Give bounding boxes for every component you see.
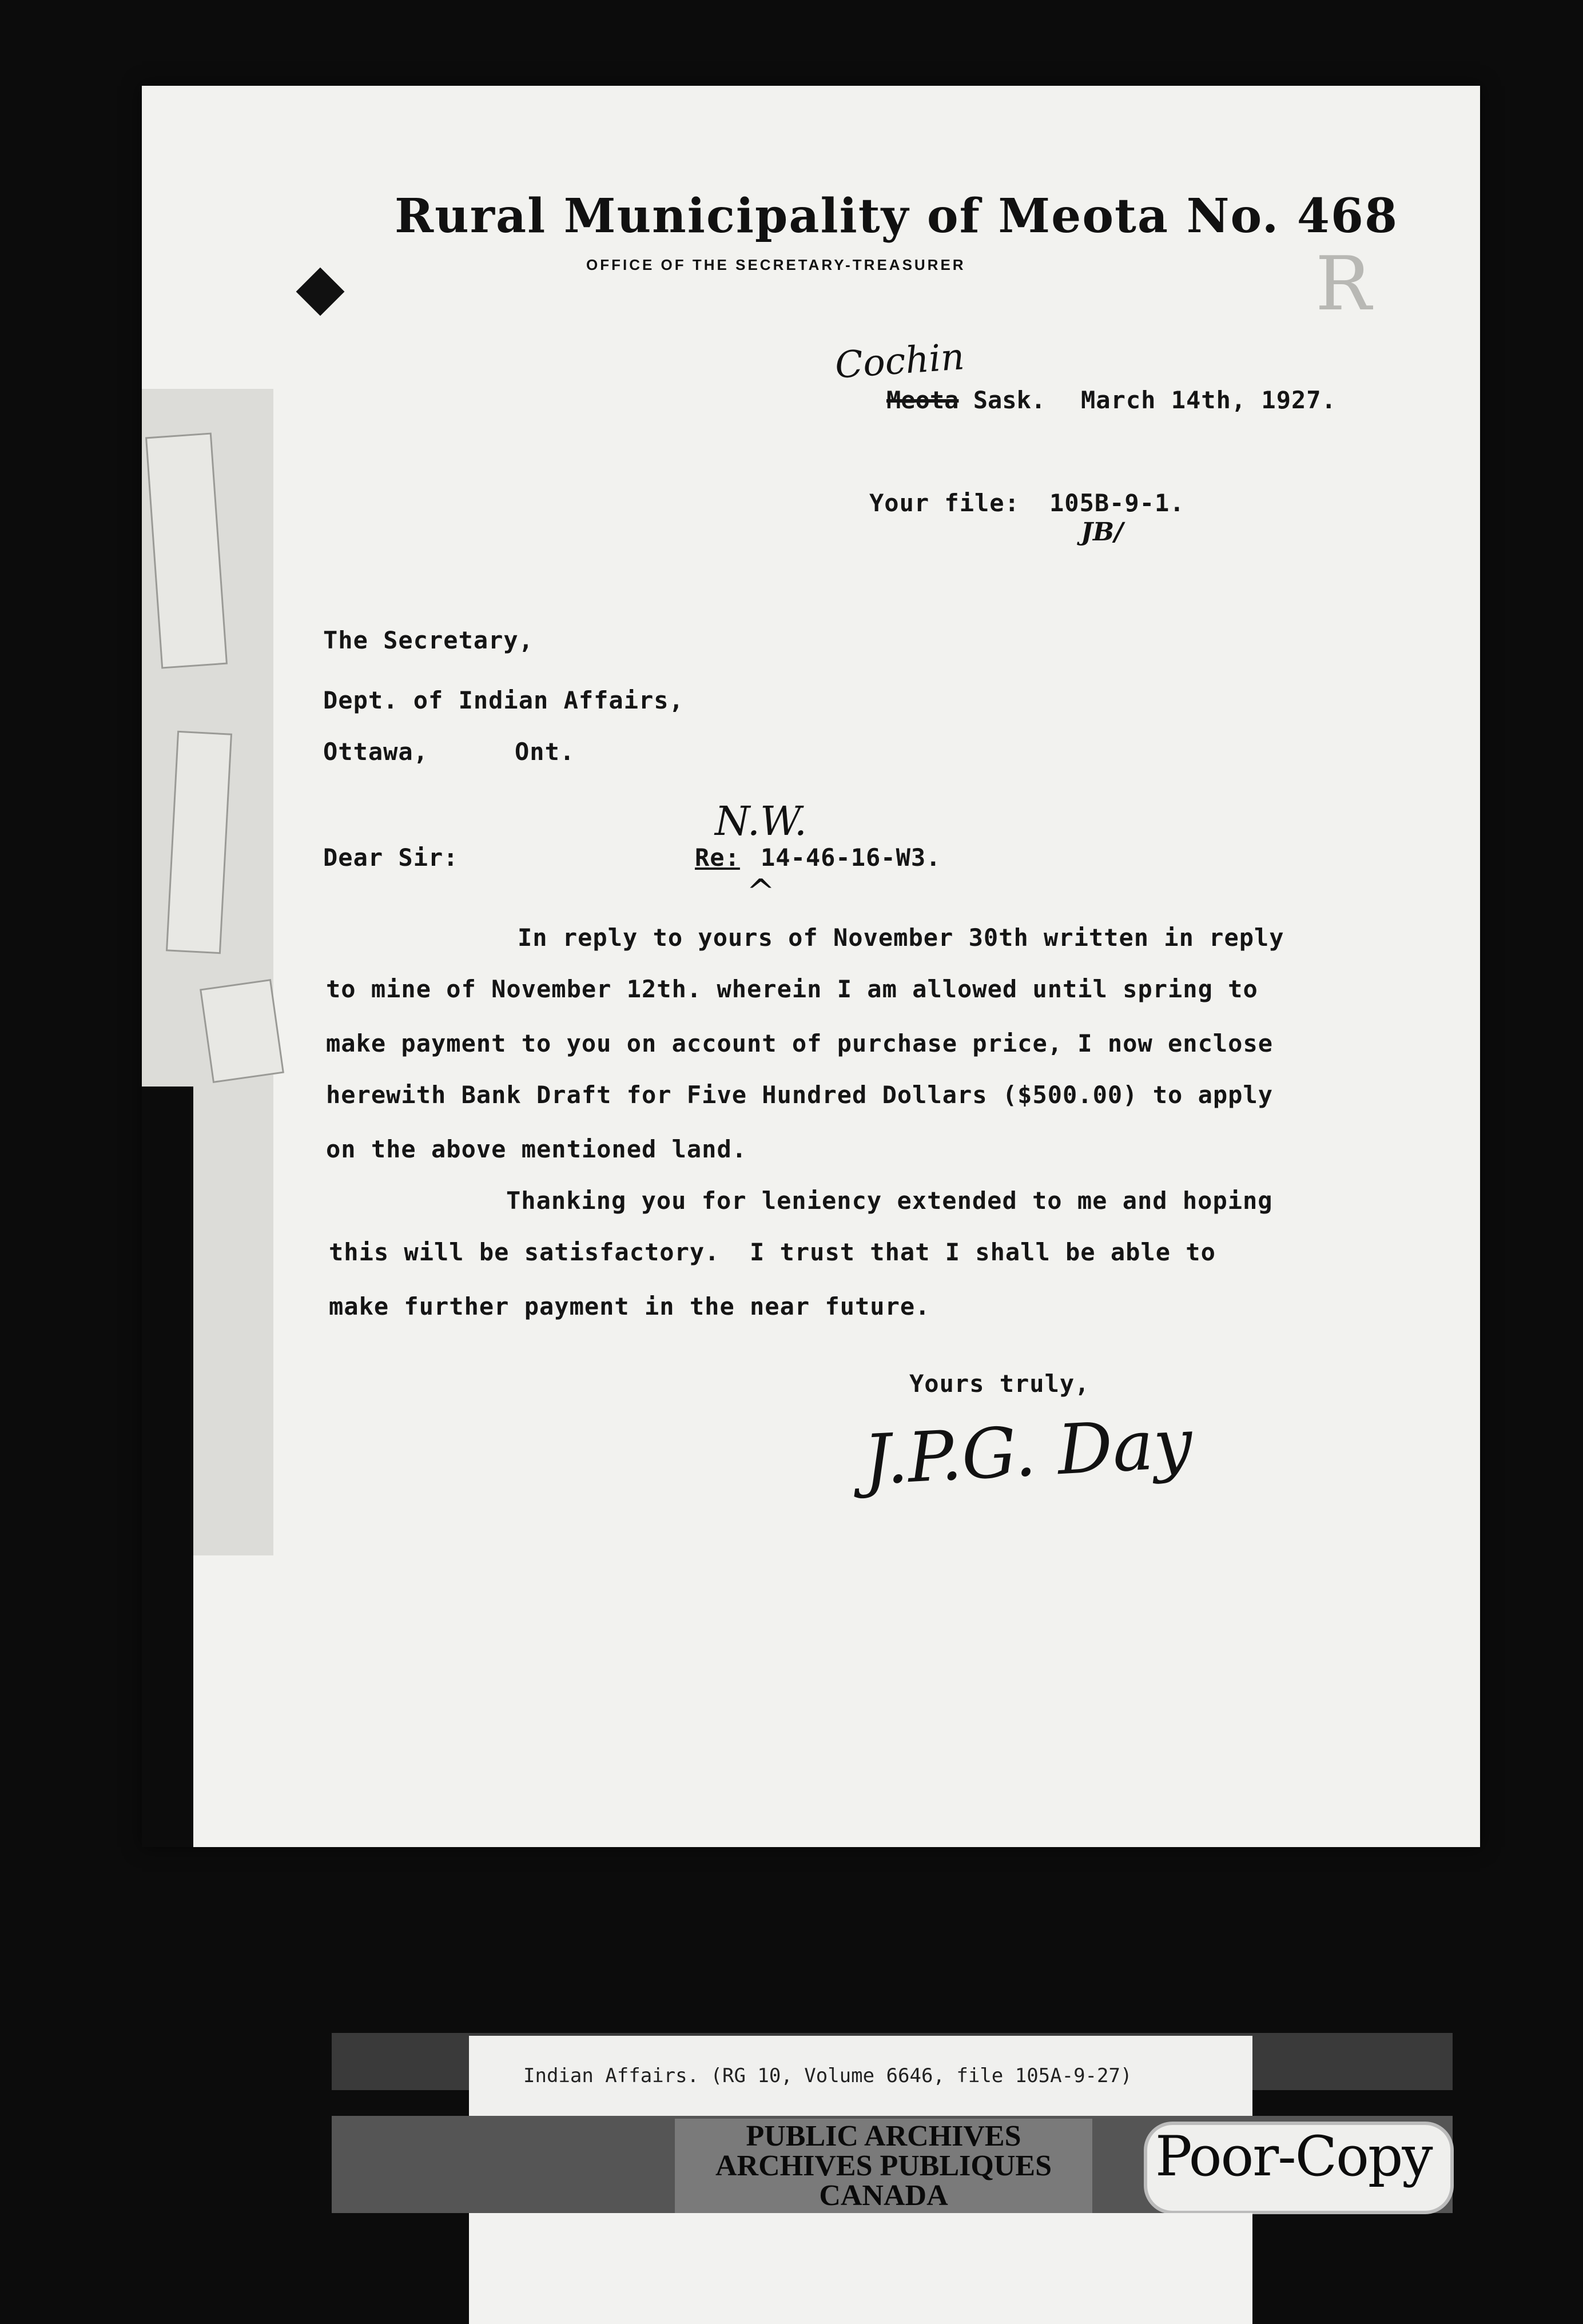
dateline-place <box>886 386 1045 414</box>
body-p1-line2: to mine of November 12th. wherein I am allowed until spring to <box>326 975 1258 1003</box>
torn-gap <box>142 1087 193 1847</box>
body-p1-line5: on the above mentioned land. <box>326 1135 747 1163</box>
stamp-line2: ARCHIVES PUBLIQUES <box>715 2150 1052 2182</box>
letterhead-office: OFFICE OF THE SECRETARY-TREASURER <box>586 256 966 273</box>
addressee-city: Ottawa, <box>323 738 429 766</box>
handwritten-insert: N.W. <box>715 798 807 845</box>
letterhead-name: Rural Municipality of Meota No. 468 <box>395 189 1399 244</box>
body-p1-line1: In reply to yours of November 30th written in reply <box>518 924 1284 952</box>
province: Sask. <box>973 386 1046 414</box>
file-initials: JB/ <box>1081 518 1124 547</box>
letter-sheet <box>142 86 1480 1847</box>
addressee-province: Ont. <box>515 738 575 766</box>
body-p2-line3: make further payment in the near future. <box>329 1292 930 1320</box>
torn-fragment <box>166 731 232 954</box>
body-p2-line2: this will be satisfactory. I trust that I shall be able to <box>329 1238 1216 1266</box>
stamp-line3: CANADA <box>819 2179 948 2212</box>
caret-mark: ^ <box>746 872 775 912</box>
subject-prefix: Re: <box>695 843 740 872</box>
salutation: Dear Sir: <box>323 843 459 872</box>
torn-fragment <box>200 979 284 1083</box>
closing: Yours truly, <box>909 1370 1090 1398</box>
handwritten-place: Cochin <box>833 336 966 387</box>
letter-date: March 14th, 1927. <box>1081 386 1337 414</box>
archive-reference: Indian Affairs. (RG 10, Volume 6646, file 105A-9-27) <box>523 2064 1132 2087</box>
bottom-label <box>469 2213 1252 2324</box>
file-number: 105B-9-1. <box>1049 489 1185 517</box>
addressee-line1: The Secretary, <box>323 626 534 654</box>
subject-land: 14-46-16-W3. <box>761 843 941 872</box>
signature: J.P.G. Day <box>861 1404 1195 1501</box>
poor-copy-text: Poor-Copy <box>1155 2124 1432 2188</box>
addressee-line2: Dept. of Indian Affairs, <box>323 686 684 714</box>
margin-mark: R <box>1315 240 1371 327</box>
body-p2-line1: Thanking you for leniency extended to me and hoping <box>506 1187 1273 1215</box>
stamp-line1: PUBLIC ARCHIVES <box>746 2120 1021 2152</box>
body-p1-line3: make payment to you on account of purchase price, I now enclose <box>326 1029 1274 1057</box>
file-label: Your file: <box>869 489 1020 517</box>
body-p1-line4: herewith Bank Draft for Five Hundred Dollars ($500.00) to apply <box>326 1081 1274 1109</box>
struck-place: Meota <box>886 386 959 414</box>
